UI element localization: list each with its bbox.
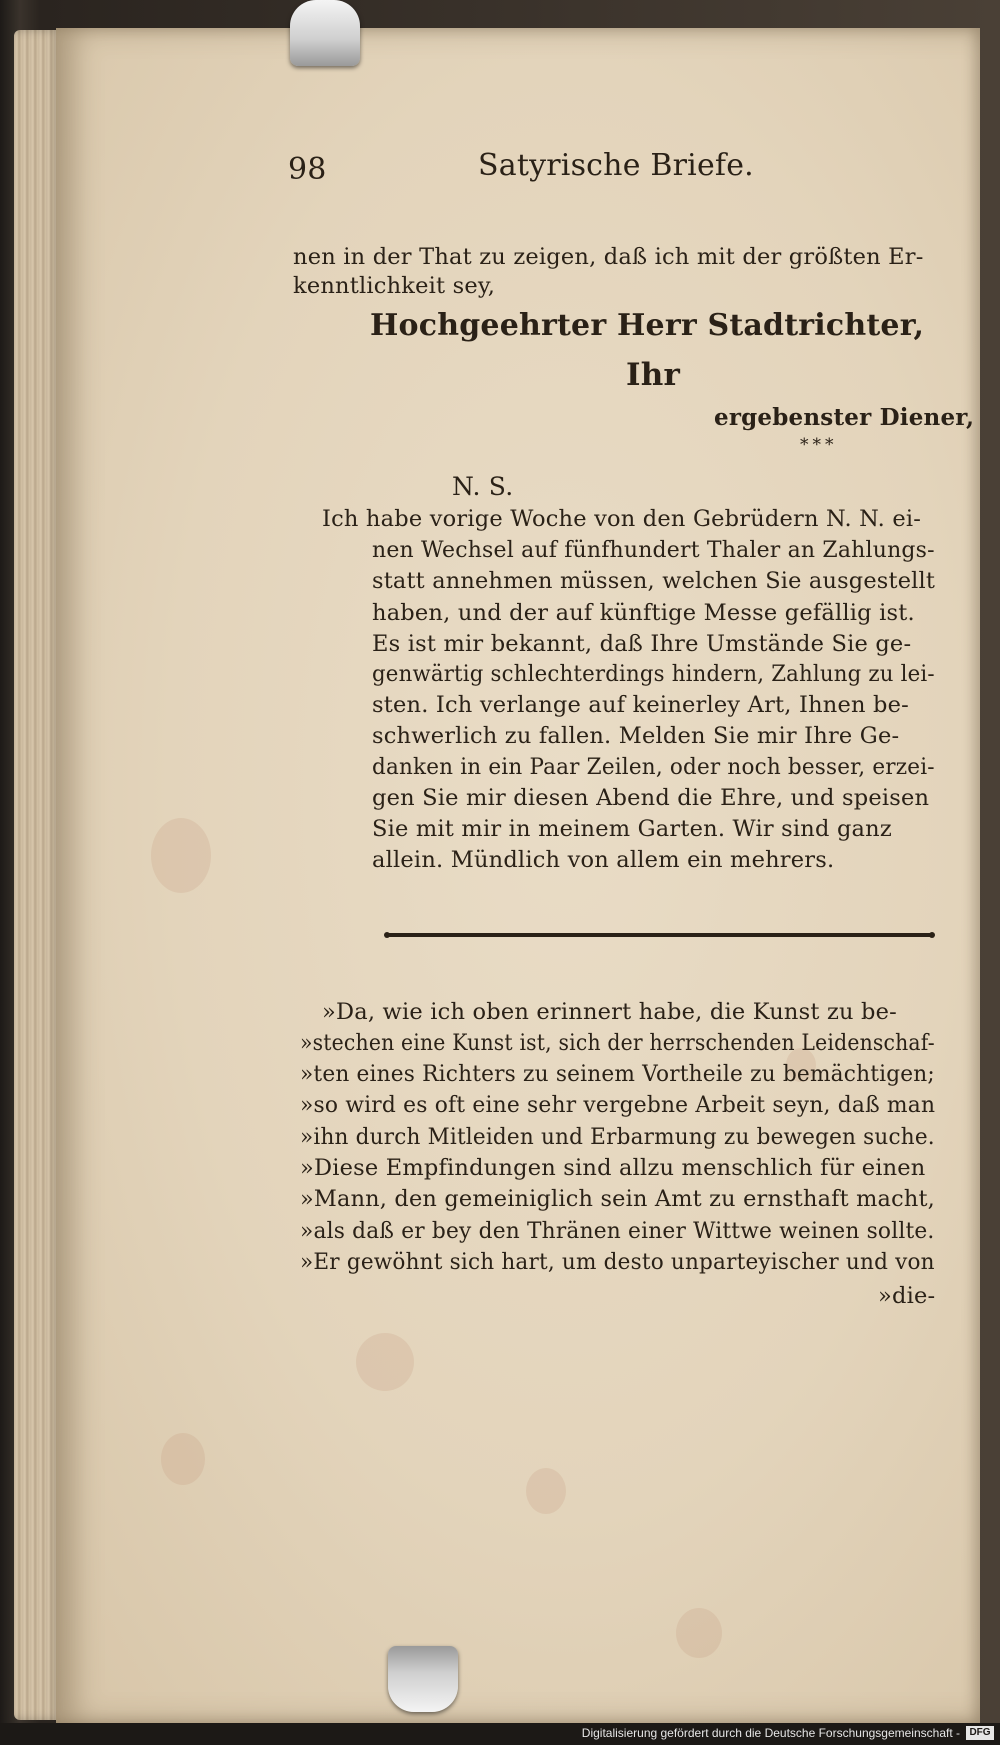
quotation-line: »so wird es oft eine sehr vergebne Arbeit seyn, daß man xyxy=(300,1092,936,1118)
catchword: »die- xyxy=(878,1283,936,1309)
postscript-line: Sie mit mir in meinem Garten. Wir sind ganz xyxy=(372,816,892,842)
paper-stain xyxy=(526,1468,566,1514)
postscript-line: allein. Mündlich von allem ein mehrers. xyxy=(372,847,835,873)
postscript-line: Es ist mir bekannt, daß Ihre Umstände Sie ge- xyxy=(372,631,912,657)
postscript-label: N. S. xyxy=(452,472,514,501)
postscript-line: statt annehmen müssen, welchen Sie ausgestellt xyxy=(372,568,936,594)
quotation-line: »Mann, den gemeiniglich sein Amt zu ernsthaft macht, xyxy=(300,1186,935,1212)
letter-closing-signature: ergebenster Diener, xyxy=(714,404,975,431)
section-divider-rule xyxy=(387,933,932,937)
postscript-line: haben, und der auf künftige Messe gefällig ist. xyxy=(372,600,915,626)
book-page xyxy=(56,28,980,1723)
postscript-line: danken in ein Paar Zeilen, oder noch besser, erzei- xyxy=(372,754,935,780)
quotation-line: »als daß er bey den Thränen einer Wittwe weinen sollte. xyxy=(300,1218,935,1244)
letter-salutation: Hochgeehrter Herr Stadtrichter, xyxy=(370,308,925,343)
paper-stain xyxy=(151,818,211,893)
book-page-edges xyxy=(14,30,62,1720)
scanner-clip-bottom xyxy=(388,1646,458,1712)
postscript-line: nen Wechsel auf fünfhundert Thaler an Zahlungs- xyxy=(372,537,935,563)
postscript-line: gen Sie mir diesen Abend die Ehre, und speisen xyxy=(372,785,930,811)
quotation-line: »Da, wie ich oben erinnert habe, die Kunst zu be- xyxy=(322,999,897,1025)
running-title: Satyrische Briefe. xyxy=(478,148,754,183)
quotation-line: »ihn durch Mitleiden und Erbarmung zu bewegen suche. xyxy=(300,1124,935,1150)
postscript-line: genwärtig schlechterdings hindern, Zahlung zu lei- xyxy=(372,661,935,687)
quotation-line: »ten eines Richters zu seinem Vortheile zu bemächtigen; xyxy=(300,1061,935,1087)
quotation-line: »Er gewöhnt sich hart, um desto unparteyischer und von xyxy=(300,1249,935,1275)
postscript-line: sten. Ich verlange auf keinerley Art, Ihnen be- xyxy=(372,692,909,718)
quotation-line: »stechen eine Kunst ist, sich der herrschenden Leidenschaf- xyxy=(300,1030,935,1056)
postscript-line: Ich habe vorige Woche von den Gebrüdern N. N. ei- xyxy=(322,506,922,532)
letter-signature-stars: *** xyxy=(800,435,838,455)
postscript-line: schwerlich zu fallen. Melden Sie mir Ihre Ge- xyxy=(372,723,900,749)
scanner-clip-top xyxy=(290,0,360,66)
paper-stain xyxy=(676,1608,722,1658)
letter-closing-ihr: Ihr xyxy=(626,357,680,393)
page-number: 98 xyxy=(288,152,327,187)
dfg-logo: DFG xyxy=(966,1726,994,1740)
quotation-line: »Diese Empfindungen sind allzu menschlich für einen xyxy=(300,1155,926,1181)
letter-line: nen in der That zu zeigen, daß ich mit der größten Er- xyxy=(293,244,924,270)
paper-stain xyxy=(356,1333,414,1391)
digitization-credit: Digitalisierung gefördert durch die Deutsche Forschungsgemeinschaft - xyxy=(581,1726,960,1740)
paper-stain xyxy=(161,1433,205,1485)
letter-line: kenntlichkeit sey, xyxy=(293,273,496,299)
